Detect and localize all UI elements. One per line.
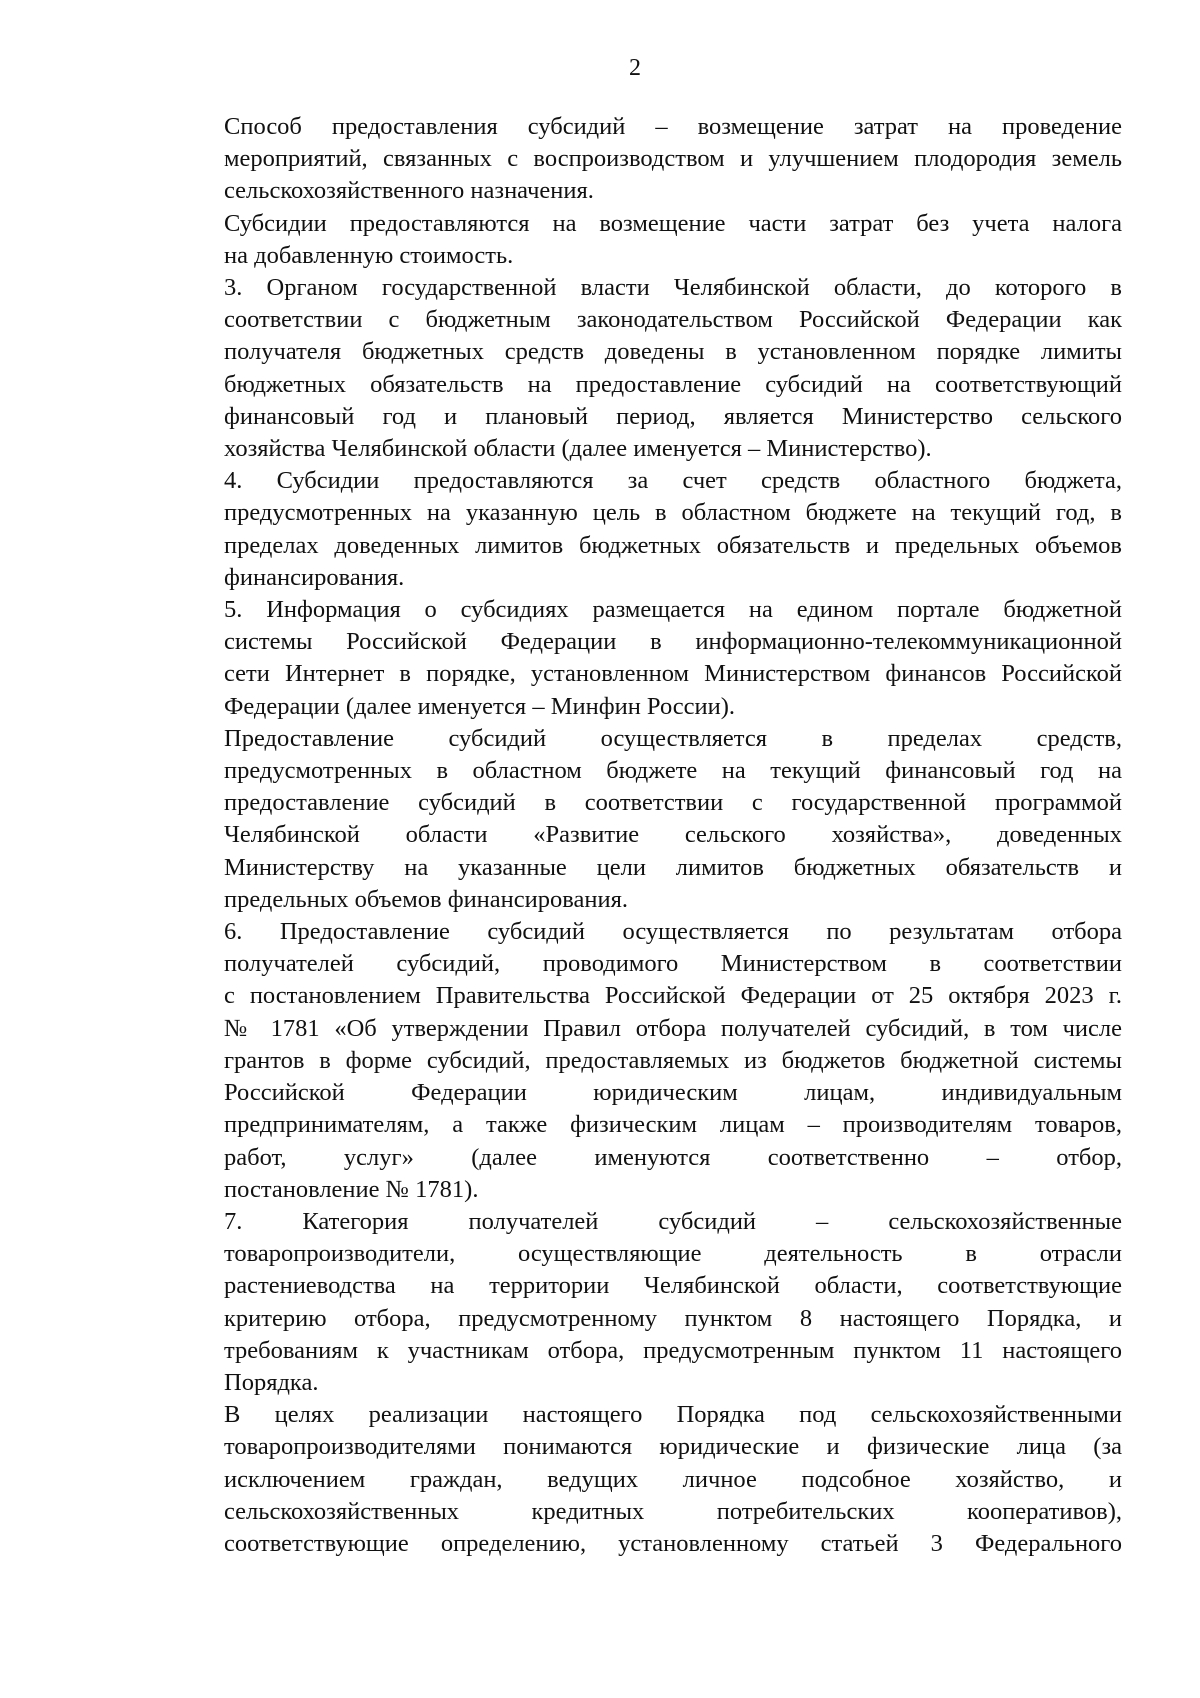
text-line: соответствии с бюджетным законодательством Российской Федерации как [224,306,1122,334]
text-line: сельскохозяйственного назначения. [224,177,594,205]
text-line: грантов в форме субсидий, предоставляемых из бюджетов бюджетной системы [224,1046,1122,1074]
text-line: Челябинской области «Развитие сельского хозяйства», доведенных [224,821,1122,849]
text-line: соответствующие определению, установленному статьей 3 Федерального [224,1529,1122,1557]
text-line: предоставление субсидий в соответствии с государственной программой [224,789,1122,817]
text-line: 4. Субсидии предоставляются за счет средств областного бюджета, [224,467,1122,495]
text-line: исключением граждан, ведущих личное подсобное хозяйство, и [224,1465,1122,1493]
text-line: хозяйства Челябинской области (далее именуется – Министерство). [224,435,932,463]
text-line: мероприятий, связанных с воспроизводством и улучшением плодородия земель [224,145,1122,173]
paragraph [155,111,1122,208]
text-line: предельных объемов финансирования. [224,885,628,913]
paragraph [155,272,1122,465]
paragraph [155,465,1122,594]
text-line: требованиям к участникам отбора, предусмотренным пунктом 11 настоящего [224,1336,1122,1364]
paragraph [155,594,1122,723]
text-line: критерию отбора, предусмотренному пунктом 8 настоящего Порядка, и [224,1304,1122,1332]
text-line: № 1781 «Об утверждении Правил отбора получателей субсидий, в том числе [224,1014,1122,1042]
text-line: растениеводства на территории Челябинской области, соответствующие [224,1272,1122,1300]
text-line: 3. Органом государственной власти Челябинской области, до которого в [224,274,1122,302]
text-line: 5. Информация о субсидиях размещается на едином портале бюджетной [224,596,1122,624]
text-line: системы Российской Федерации в информационно-телекоммуникационной [224,628,1122,656]
text-line: 7. Категория получателей субсидий – сельскохозяйственные [224,1207,1122,1235]
text-line: Способ предоставления субсидий – возмещение затрат на проведение [224,113,1122,140]
text-line: пределах доведенных лимитов бюджетных обязательств и предельных объемов [224,531,1122,559]
text-line: предусмотренных на указанную цель в областном бюджете на текущий год, в [224,499,1122,527]
paragraph [155,1399,1122,1560]
text-line: предпринимателям, а также физическим лицам – производителям товаров, [224,1111,1122,1139]
text-line: получателя бюджетных средств доведены в установленном порядке лимиты [224,338,1122,366]
text-line: Предоставление субсидий осуществляется в пределах средств, [224,724,1122,752]
text-line: сельскохозяйственных кредитных потребительских кооперативов), [224,1497,1122,1525]
text-line: сети Интернет в порядке, установленном Министерством финансов Российской [224,660,1122,688]
text-line: получателей субсидий, проводимого Министерством в соответствии [224,950,1122,978]
text-line: товаропроизводители, осуществляющие деятельность в отрасли [224,1240,1122,1268]
text-line: финансовый год и плановый период, является Министерство сельского [224,402,1122,430]
text-line: Российской Федерации юридическим лицам, индивидуальным [224,1079,1122,1107]
text-line: Субсидии предоставляются на возмещение части затрат без учета налога [224,209,1122,237]
text-line: Федерации (далее именуется – Минфин России). [224,692,736,720]
text-line: постановление № 1781). [224,1175,479,1203]
paragraph [155,1206,1122,1399]
text-line: бюджетных обязательств на предоставление субсидий на соответствующий [224,370,1122,398]
text-line: В целях реализации настоящего Порядка под сельскохозяйственными [224,1401,1122,1429]
text-line: Порядка. [224,1368,319,1396]
document-body [155,111,1122,1560]
text-line: на добавленную стоимость. [224,241,514,269]
text-line: работ, услуг» (далее именуются соответственно – отбор, [224,1143,1122,1171]
paragraph [155,723,1122,916]
paragraph [155,916,1122,1206]
page-number: 2 [629,55,641,81]
text-line: 6. Предоставление субсидий осуществляется по результатам отбора [224,918,1122,946]
text-line: Министерству на указанные цели лимитов бюджетных обязательств и [224,853,1122,881]
text-line: финансирования. [224,563,405,591]
paragraph [155,208,1122,272]
text-line: товаропроизводителями понимаются юридические и физические лица (за [224,1433,1122,1461]
text-line: с постановлением Правительства Российской Федерации от 25 октября 2023 г. [224,982,1122,1010]
text-line: предусмотренных в областном бюджете на текущий финансовый год на [224,757,1122,785]
